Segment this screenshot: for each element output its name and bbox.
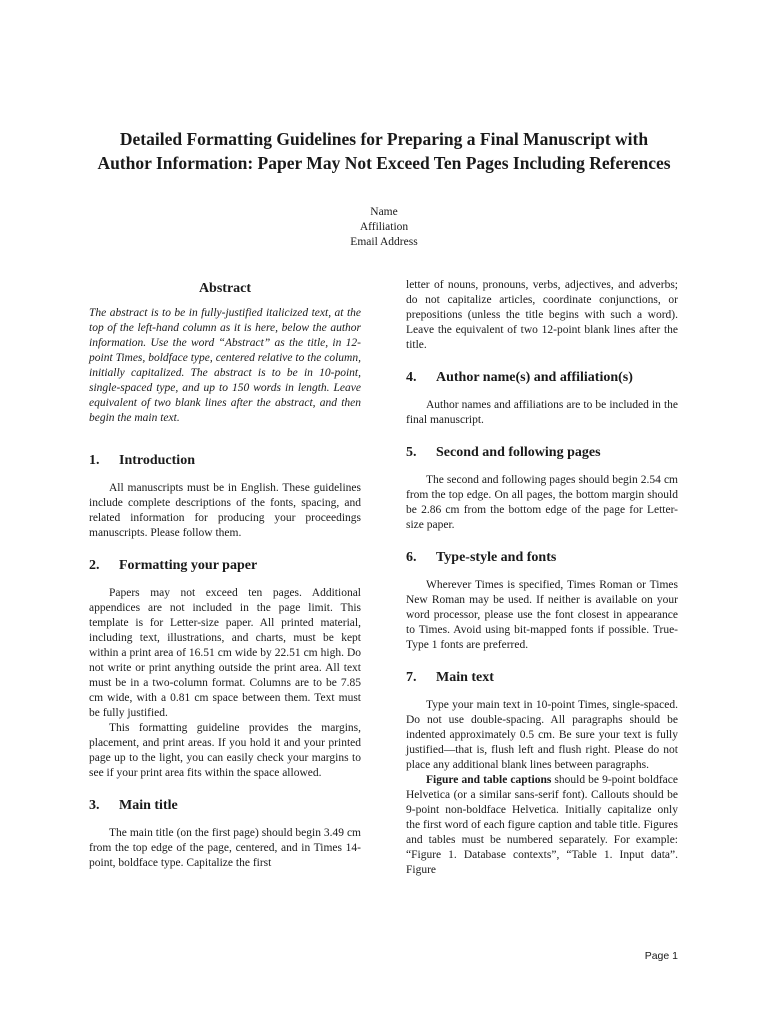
formatting-paragraph-1: Papers may not exceed ten pages. Additional appendices are not included in the page limit. This template is for Letter-size paper. All printed material, including text, illustrations, and charts, must be kept within a print area of 16.51 cm wide by 22.51 cm high. Do not write or print anything outside the print area. All text must be in a two-column format. Columns are to be 7.85 cm wide, with a 0.81 cm space between them. Text must be fully justified. (89, 587, 361, 719)
section-number: 3. (89, 798, 100, 813)
main-title-paragraph-continued: letter of nouns, pronouns, verbs, adjectives, and adverbs; do not capitalize articles, coordinate conjunctions, or prepositions (unless the title begins with such a word). Leave the equivalent of two 12-point blank lines after the title. (406, 279, 678, 351)
section-heading-main-text (406, 669, 678, 687)
author-name: Name (370, 206, 398, 218)
author-block (234, 205, 534, 250)
section-title: Author name(s) and affiliation(s) (436, 370, 633, 385)
section-title: Main title (119, 798, 178, 813)
author-email: Email Address (350, 236, 418, 248)
section-heading-introduction (89, 452, 361, 470)
introduction-paragraph: All manuscripts must be in English. These guidelines include complete descriptions of the fonts, spacing, and related information for producing your proceedings manuscripts. Please follow them. (89, 482, 361, 539)
section-title: Main text (436, 670, 494, 685)
abstract-text: The abstract is to be in fully-justified italicized text, at the top of the left-hand column as it is here, below the author information. Use the word “Abstract” as the title, in 12-point Times, boldface type, centered relative to the column, initially capitalized. The abstract is to be in 10-point, single-spaced type, and up to 150 words in length. Leave equivalent of two blank lines after the abstract, and then begin the main text. (89, 307, 361, 424)
author-names-paragraph: Author names and affiliations are to be included in the final manuscript. (406, 399, 678, 426)
section-title: Formatting your paper (119, 558, 258, 573)
following-pages-paragraph: The second and following pages should begin 2.54 cm from the top edge. On all pages, the bottom margin should be 2.86 cm from the bottom edge of the page for Letter-size paper. (406, 474, 678, 531)
section-title: Second and following pages (436, 445, 601, 460)
captions-text: should be 9-point boldface Helvetica (or a similar sans-serif font). Callouts should be 9-point non-boldface Helvetica. Initially capitalize only the first word of each figure caption and table title. Figures and tables must be numbered separately. For example: “Figure 1. Database contexts”, “Table 1. Input data”. Figure (406, 774, 678, 876)
type-style-paragraph: Wherever Times is specified, Times Roman or Times New Roman may be used. If neither is available on your word processor, please use the font closest in appearance to Times. Avoid using bit-mapped fonts if possible. True-Type 1 fonts are preferred. (406, 579, 678, 651)
right-column (406, 278, 678, 878)
title-line-1: Detailed Formatting Guidelines for Preparing a Final Manuscript with (119, 129, 649, 149)
abstract-heading: Abstract (198, 281, 252, 296)
section-title: Type-style and fonts (436, 550, 557, 565)
main-text-paragraph-2 (406, 773, 678, 878)
left-column (89, 280, 361, 871)
formatting-paragraph-2: This formatting guideline provides the margins, placement, and print areas. If you hold it and your printed page up to the light, you can easily check your margins to see if your print area fits within the space allowed. (89, 722, 361, 779)
section-heading-author-names (406, 369, 678, 387)
section-number: 2. (89, 558, 100, 573)
main-title-paragraph: The main title (on the first page) should begin 3.49 cm from the top edge of the page, centered, and in Times 14-point, boldface type. Capitalize the first (89, 827, 361, 869)
captions-bold-phrase: Figure and table captions (426, 774, 552, 786)
section-heading-type-style (406, 549, 678, 567)
section-heading-main-title (89, 797, 361, 815)
section-title: Introduction (119, 453, 195, 468)
page-number: Page 1 (644, 950, 678, 962)
main-text-paragraph-1: Type your main text in 10-point Times, single-spaced. Do not use double-spacing. All paragraphs should be indented approximately 0.5 cm. Be sure your text is fully justified—that is, flush left and flush right. Please do not place any additional blank lines between paragraphs. (406, 699, 678, 771)
section-heading-following-pages (406, 444, 678, 462)
section-heading-formatting (89, 557, 361, 575)
section-number: 6. (406, 550, 417, 565)
section-number: 7. (406, 670, 417, 685)
title-line-2: Author Information: Paper May Not Exceed Ten Pages Including References (97, 153, 671, 173)
paper-title (70, 127, 698, 175)
section-number: 1. (89, 453, 100, 468)
author-affiliation: Affiliation (359, 221, 409, 233)
section-number: 4. (406, 370, 417, 385)
section-number: 5. (406, 445, 417, 460)
